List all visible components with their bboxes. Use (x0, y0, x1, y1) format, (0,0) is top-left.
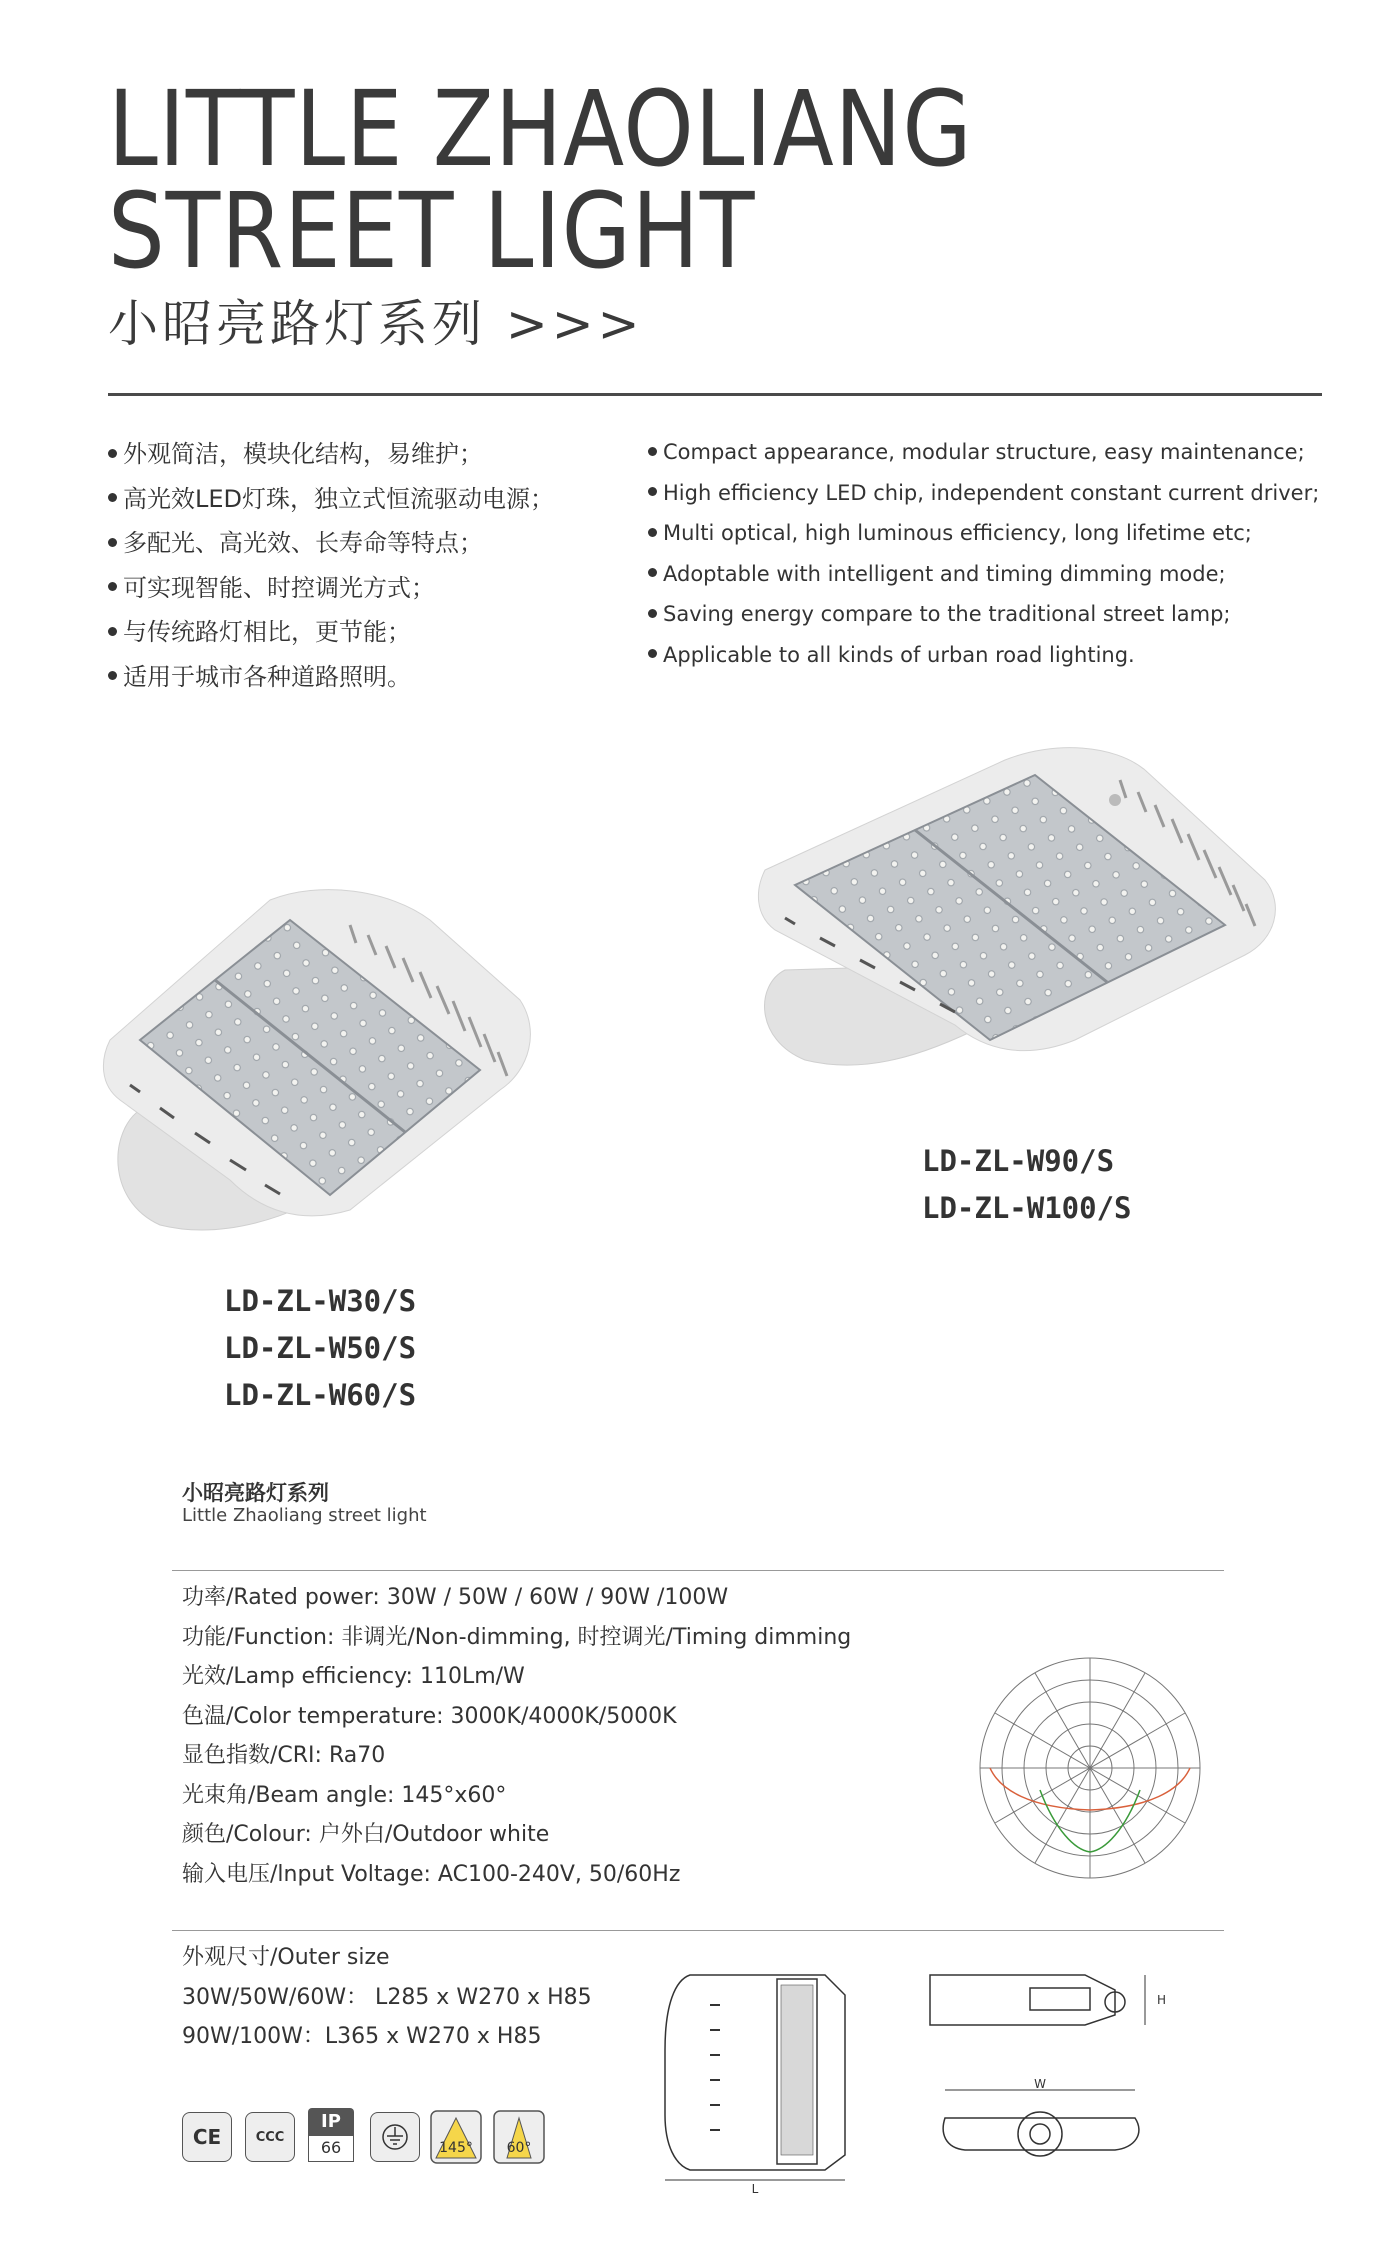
bullet-icon (108, 627, 117, 636)
page-title (108, 68, 973, 292)
ccc-cert-icon: CCC (245, 2112, 295, 2162)
bullet-icon (648, 649, 657, 658)
front-view-drawing (940, 2078, 1165, 2188)
list-item: 与传统路灯相比，更节能； (108, 610, 554, 655)
ce-cert-icon: CE (182, 2112, 232, 2162)
spec-row: 颜色/Colour: 户外白/Outdoor white (182, 1822, 550, 1847)
specs-list (182, 1578, 851, 1894)
spec-row: 光效/Lamp efficiency: 110Lm/W (182, 1664, 525, 1689)
bullet-icon (648, 487, 657, 496)
beam-145-icon (430, 2110, 482, 2164)
models-large-list (922, 1138, 1132, 1232)
spec-row: 功率/Rated power: 30W / 50W / 60W / 90W /100W (182, 1585, 729, 1610)
ip-rating: 66 (308, 2136, 354, 2162)
ip-label: IP (308, 2108, 354, 2136)
outer-size-list (182, 1938, 592, 2057)
models-small-list (224, 1278, 416, 1419)
outer-size-row: 30W/50W/60W： L285 x W270 x H85 (182, 1984, 592, 2010)
spec-row: 光束角/Beam angle: 145°x60° (182, 1782, 507, 1808)
model-label: LD-ZL-W50/S (224, 1331, 417, 1365)
light-distribution-diagram (960, 1640, 1220, 1900)
spec-header-cn: 小昭亮路灯系列 (182, 1481, 329, 1505)
page-subtitle: 小昭亮路灯系列 >>> (108, 295, 644, 353)
model-label: LD-ZL-W30/S (224, 1284, 417, 1318)
top-divider (108, 393, 1322, 396)
features-en-list (648, 432, 1319, 675)
bullet-icon (108, 493, 117, 502)
list-item: 外观简洁，模块化结构，易维护； (108, 432, 554, 477)
street-light-large-image (755, 740, 1295, 1080)
bullet-icon (108, 582, 117, 591)
beam-60-label: 60° (506, 2140, 532, 2156)
top-view-drawing (655, 1955, 885, 2195)
title-line-2: STREET LIGHT (108, 170, 756, 292)
width-label: W (1034, 2078, 1046, 2091)
bullet-icon (648, 447, 657, 456)
list-item: Applicable to all kinds of urban road lighting. (648, 635, 1319, 676)
features-cn-list (108, 432, 554, 699)
spec-header-en: Little Zhaoliang street light (182, 1505, 427, 1526)
bullet-icon (648, 568, 657, 577)
list-item: 多配光、高光效、长寿命等特点； (108, 521, 554, 566)
beam-60-icon (493, 2110, 545, 2164)
list-item: Multi optical, high luminous efficiency, long lifetime etc; (648, 513, 1319, 554)
spec-divider-top (172, 1570, 1224, 1571)
list-item: Compact appearance, modular structure, easy maintenance; (648, 432, 1319, 473)
spec-divider-bottom (172, 1930, 1224, 1931)
list-item: 可实现智能、时控调光方式； (108, 566, 554, 611)
bullet-icon (108, 671, 117, 680)
bullet-icon (108, 538, 117, 547)
bullet-icon (648, 528, 657, 537)
list-item: Saving energy compare to the traditional street lamp; (648, 594, 1319, 635)
spec-row: 输入电压/lnput Voltage: AC100-240V, 50/60Hz (182, 1861, 681, 1887)
model-label: LD-ZL-W90/S (922, 1144, 1115, 1178)
list-item: Adoptable with intelligent and timing dimming mode; (648, 554, 1319, 595)
bullet-icon (648, 609, 657, 618)
spec-row: 色温/Color temperature: 3000K/4000K/5000K (182, 1703, 677, 1729)
outer-size-row: 外观尺寸/Outer size (182, 1945, 390, 1970)
ip66-cert-icon (308, 2108, 354, 2164)
list-item: 高光效LED灯珠，独立式恒流驱动电源； (108, 477, 554, 522)
ground-icon (380, 2122, 410, 2152)
bullet-icon (108, 449, 117, 458)
model-label: LD-ZL-W100/S (922, 1191, 1132, 1225)
list-item: 适用于城市各种道路照明。 (108, 655, 554, 700)
length-label: L (751, 2182, 759, 2195)
list-item: High efficiency LED chip, independent constant current driver; (648, 473, 1319, 514)
street-light-small-image (100, 880, 620, 1240)
model-label: LD-ZL-W60/S (224, 1378, 417, 1412)
outer-size-row: 90W/100W：L365 x W270 x H85 (182, 2024, 542, 2049)
beam-145-label: 145° (439, 2140, 473, 2156)
ground-cert-icon (370, 2112, 420, 2162)
height-label: H (1157, 1993, 1167, 2007)
spec-row: 功能/Function: 非调光/Non-dimming, 时控调光/Timing dimming (182, 1624, 852, 1650)
title-line-1: LITTLE ZHAOLIANG (108, 68, 973, 190)
spec-row: 显色指数/CRI: Ra70 (182, 1743, 386, 1768)
side-view-drawing (925, 1960, 1170, 2055)
